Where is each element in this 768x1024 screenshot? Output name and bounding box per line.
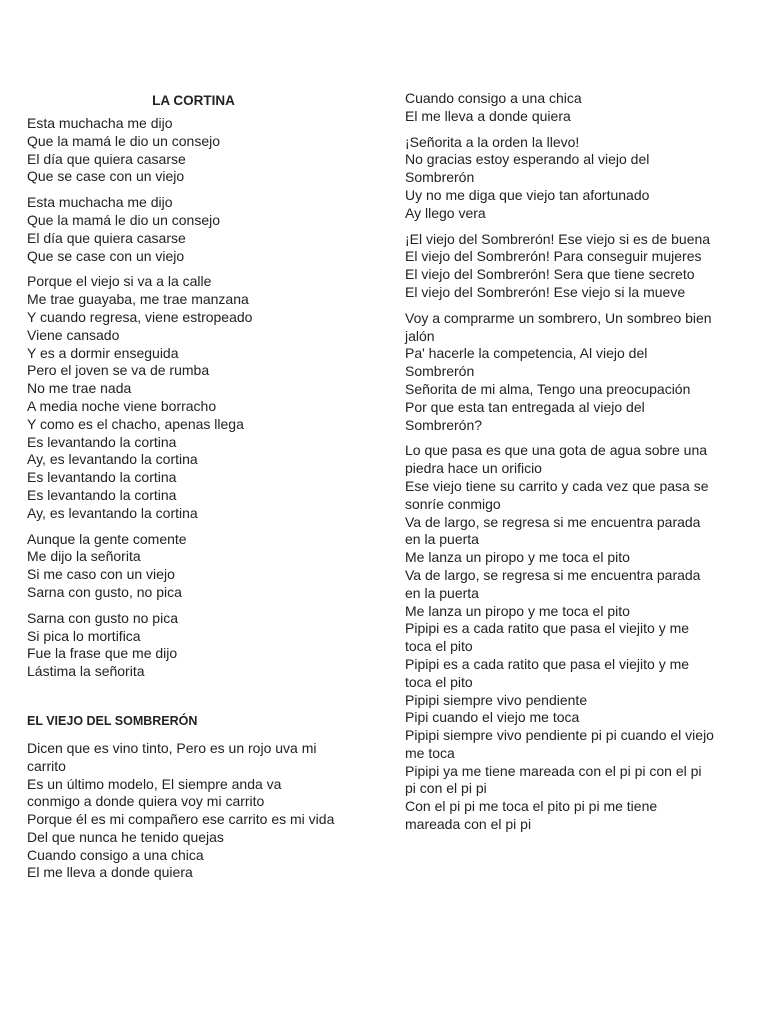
lyric-line: Va de largo, se regresa si me encuentra parada xyxy=(405,566,701,583)
lyric-stanza xyxy=(27,740,372,882)
el-viejo-del-sombreron-lyrics-part1 xyxy=(27,740,372,882)
lyric-line: Porque el viejo si va a la calle xyxy=(27,273,212,290)
lyric-line: El viejo del Sombrerón! Sera que tiene secreto xyxy=(405,266,695,283)
lyric-line: jalón xyxy=(405,327,435,344)
lyric-line: Ay llego vera xyxy=(405,204,486,221)
lyric-line: Ay, es levantando la cortina xyxy=(27,504,198,521)
lyric-line: Pipipi siempre vivo pendiente xyxy=(405,691,588,708)
lyric-stanza xyxy=(27,194,372,265)
lyric-line: ¡El viejo del Sombrerón! Ese viejo si es de buena xyxy=(405,230,711,247)
lyric-line: Esta muchacha me dijo xyxy=(27,194,173,211)
lyric-line: El viejo del Sombrerón! Para conseguir mujeres xyxy=(405,248,702,265)
lyric-stanza xyxy=(27,610,372,681)
lyric-stanza xyxy=(27,531,372,602)
lyric-line: Voy a comprarme un sombrero, Un sombreo bien xyxy=(405,309,712,326)
lyric-line: El día que quiera casarse xyxy=(27,150,186,167)
lyric-line: Ay, es levantando la cortina xyxy=(27,451,198,468)
lyric-line: Me dijo la señorita xyxy=(27,548,141,565)
left-column xyxy=(27,90,372,890)
lyric-line: Pero el joven se va de rumba xyxy=(27,362,210,379)
lyric-stanza xyxy=(405,90,745,126)
song-title-la-cortina: LA CORTINA xyxy=(152,93,235,108)
lyric-line: sonríe conmigo xyxy=(405,495,501,512)
lyric-line: Dicen que es vino tinto, Pero es un rojo uva mi xyxy=(27,739,317,756)
lyric-line: Viene cansado xyxy=(27,326,120,343)
lyric-line: Con el pi pi me toca el pito pi pi me tiene xyxy=(405,798,658,815)
lyric-line: Ese viejo tiene su carrito y cada vez que pasa se xyxy=(405,477,709,494)
lyric-line: Señorita de mi alma, Tengo una preocupación xyxy=(405,380,691,397)
lyric-line: Sombrerón? xyxy=(405,416,483,433)
song-title-el-viejo-del-sombreron: EL VIEJO DEL SOMBRERÓN xyxy=(27,713,198,728)
lyric-line: ¡Señorita a la orden la llevo! xyxy=(405,133,580,150)
lyric-line: toca el pito xyxy=(405,673,473,690)
lyric-line: No gracias estoy esperando al viejo del xyxy=(405,151,650,168)
lyric-line: Cuando consigo a una chica xyxy=(405,90,582,106)
lyric-line: Sombrerón xyxy=(405,363,475,380)
lyric-line: pi con el pi pi xyxy=(405,780,487,797)
lyric-line: mareada con el pi pi xyxy=(405,816,532,833)
lyric-line: Esta muchacha me dijo xyxy=(27,115,173,131)
lyric-line: Por que esta tan entregada al viejo del xyxy=(405,398,645,415)
lyric-line: Y cuando regresa, viene estropeado xyxy=(27,308,253,325)
lyric-line: El viejo del Sombrerón! Ese viejo si la mueve xyxy=(405,283,686,300)
lyric-line: Y es a dormir enseguida xyxy=(27,344,179,361)
la-cortina-lyrics xyxy=(27,115,372,681)
lyric-line: Me trae guayaba, me trae manzana xyxy=(27,291,249,308)
lyric-line: El día que quiera casarse xyxy=(27,229,186,246)
lyric-line: piedra hace un orificio xyxy=(405,460,542,477)
lyric-line: No me trae nada xyxy=(27,380,132,397)
lyric-line: toca el pito xyxy=(405,638,473,655)
lyric-line: Sombrerón xyxy=(405,169,475,186)
lyric-line: Pipipi es a cada ratito que pasa el viejito y me xyxy=(405,620,690,637)
lyric-line: Que la mamá le dio un consejo xyxy=(27,211,220,228)
lyric-stanza xyxy=(405,310,745,435)
lyric-line: Y como es el chacho, apenas llega xyxy=(27,415,244,432)
lyric-line: Cuando consigo a una chica xyxy=(27,846,204,863)
lyric-line: en la puerta xyxy=(405,584,479,601)
lyric-line: Aunque la gente comente xyxy=(27,530,187,547)
lyric-line: Porque él es mi compañero ese carrito es mi vida xyxy=(27,811,335,828)
lyric-line: A media noche viene borracho xyxy=(27,397,217,414)
lyric-stanza xyxy=(405,134,745,223)
el-viejo-del-sombreron-lyrics-part2 xyxy=(405,90,745,834)
lyric-line: Va de largo, se regresa si me encuentra parada xyxy=(405,513,701,530)
lyric-line: Me lanza un piropo y me toca el pito xyxy=(405,602,630,619)
lyric-line: Pipipi ya me tiene mareada con el pi pi con el pi xyxy=(405,762,702,779)
lyric-line: Es levantando la cortina xyxy=(27,469,177,486)
lyric-line: Sarna con gusto, no pica xyxy=(27,583,182,600)
lyric-line: Del que nunca he tenido quejas xyxy=(27,828,224,845)
lyric-line: Que se case con un viejo xyxy=(27,168,185,185)
lyric-line: Uy no me diga que viejo tan afortunado xyxy=(405,186,650,203)
lyric-stanza xyxy=(405,231,745,302)
lyric-line: Pa' hacerle la competencia, Al viejo del xyxy=(405,345,648,362)
lyric-line: Me lanza un piropo y me toca el pito xyxy=(405,549,630,566)
lyric-line: conmigo a donde quiera voy mi carrito xyxy=(27,793,265,810)
lyric-line: El me lleva a donde quiera xyxy=(405,107,571,124)
right-column xyxy=(405,90,745,842)
lyric-line: Es levantando la cortina xyxy=(27,433,177,450)
lyric-line: en la puerta xyxy=(405,531,479,548)
lyric-line: Es un último modelo, El siempre anda va xyxy=(27,775,282,792)
lyric-stanza xyxy=(27,115,372,186)
lyric-line: Lo que pasa es que una gota de agua sobre una xyxy=(405,442,708,459)
lyric-stanza xyxy=(405,442,745,834)
lyric-line: Lástima la señorita xyxy=(27,663,145,680)
lyric-line: El me lleva a donde quiera xyxy=(27,864,193,881)
lyric-line: Pipi cuando el viejo me toca xyxy=(405,709,580,726)
lyric-line: carrito xyxy=(27,757,66,774)
lyric-line: Pipipi siempre vivo pendiente pi pi cuando el viejo xyxy=(405,727,714,744)
lyric-line: Si pica lo mortifica xyxy=(27,627,141,644)
lyric-line: Fue la frase que me dijo xyxy=(27,645,178,662)
lyric-line: Que se case con un viejo xyxy=(27,247,185,264)
lyric-line: Sarna con gusto no pica xyxy=(27,609,178,626)
lyric-line: Si me caso con un viejo xyxy=(27,566,175,583)
lyric-stanza xyxy=(27,273,372,522)
lyric-line: Pipipi es a cada ratito que pasa el viejito y me xyxy=(405,655,690,672)
lyric-line: Que la mamá le dio un consejo xyxy=(27,132,220,149)
lyric-line: Es levantando la cortina xyxy=(27,486,177,503)
lyric-line: me toca xyxy=(405,744,455,761)
